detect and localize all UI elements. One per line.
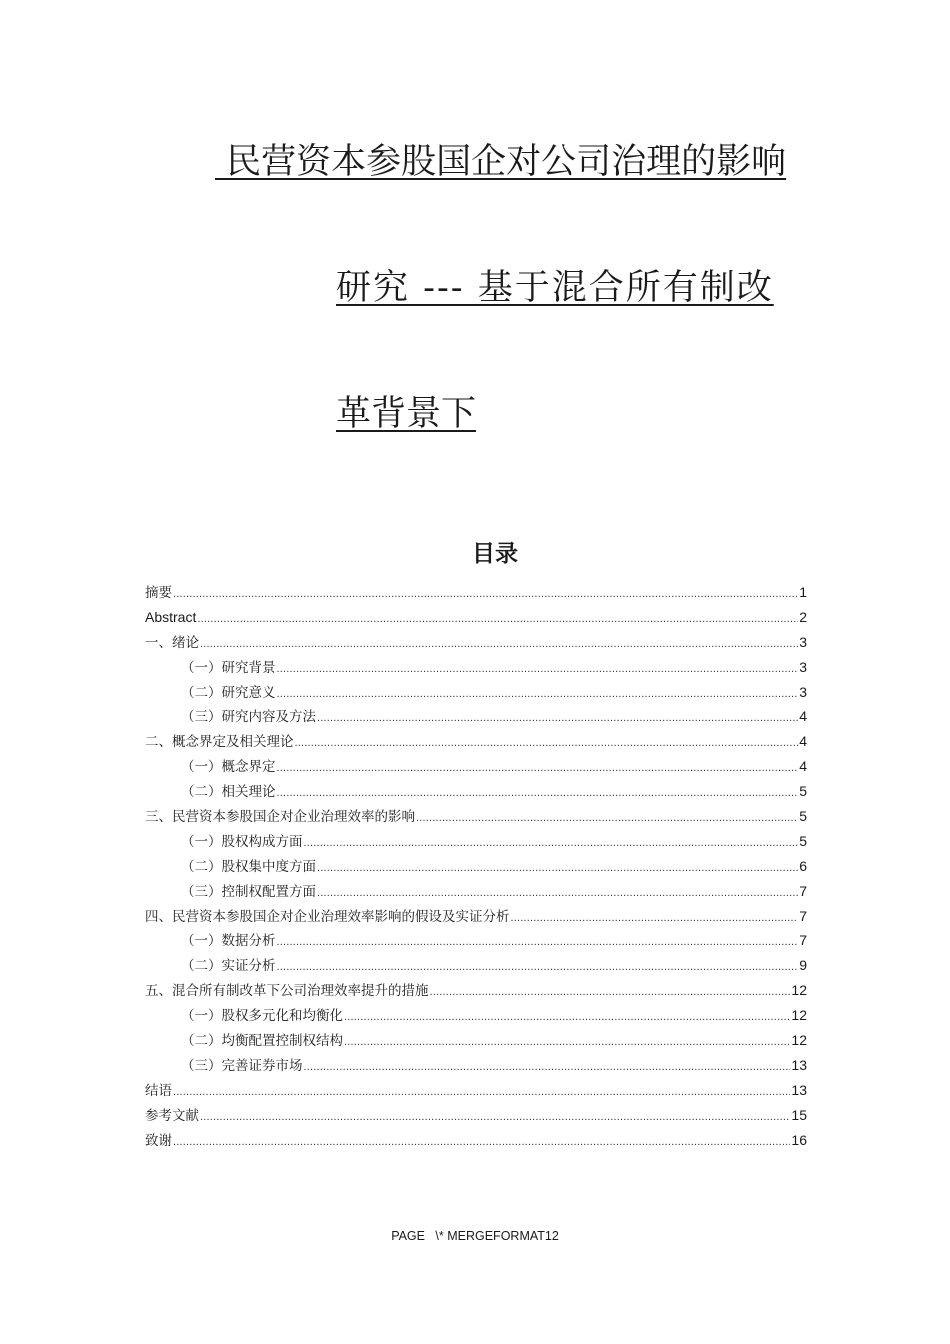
toc-entry-page: 13 [791,1056,807,1073]
toc-leader-dots [173,1080,790,1105]
toc-entry-page: 1 [799,584,807,600]
toc-leader-dots [304,1055,791,1080]
toc-leader-dots [277,930,799,955]
toc-heading: 目录 [472,541,518,567]
toc-entry-label: Abstract [145,608,197,625]
toc-entry-label: （二）实证分析 [181,958,276,975]
toc-leader-dots [200,1105,790,1130]
toc-entry[interactable] [145,630,807,655]
title-line-2: 研究 --- 基于混合所有制改 [336,268,774,308]
toc-entry-label: （三）研究内容及方法 [181,709,316,726]
toc-leader-dots [511,906,799,931]
toc-entry[interactable] [145,1028,807,1053]
toc-leader-dots [277,756,799,781]
toc-leader-dots [173,1130,790,1155]
toc-entry-page: 9 [799,957,807,974]
table-of-contents [145,580,807,1152]
toc-entry-label: （一）股权多元化和均衡化 [181,1008,343,1025]
toc-entry-label: 三、民营资本参股国企对企业治理效率的影响 [145,809,415,826]
toc-leader-dots [277,955,799,980]
toc-entry-label: 结语 [145,1082,172,1099]
toc-entry[interactable] [145,1003,807,1028]
toc-entry[interactable] [145,1078,807,1103]
toc-entry-page: 16 [791,1131,807,1148]
toc-entry-page: 3 [799,633,807,650]
title-line-3: 革背景下 [336,394,477,434]
toc-entry-page: 13 [791,1081,807,1098]
toc-entry[interactable] [145,829,807,854]
toc-entry-label: （三）完善证券市场 [181,1057,303,1074]
toc-leader-dots [277,682,799,707]
toc-entry[interactable] [145,904,807,929]
toc-entry[interactable] [145,655,807,680]
toc-entry-label: （一）概念界定 [181,759,276,776]
toc-entry-page: 7 [799,882,807,899]
toc-entry-page: 3 [799,683,807,700]
toc-entry[interactable] [145,680,807,705]
toc-entry[interactable] [145,1128,807,1153]
toc-entry[interactable] [145,704,807,729]
toc-leader-dots [344,1005,790,1030]
toc-entry-page: 3 [799,658,807,675]
toc-entry[interactable] [145,779,807,804]
toc-entry-label: 一、绪论 [145,634,199,651]
toc-leader-dots [173,582,798,607]
toc-entry-label: （一）研究背景 [181,659,276,676]
toc-entry-label: （二）均衡配置控制权结构 [181,1033,343,1050]
toc-entry-label: （二）研究意义 [181,684,276,701]
toc-entry[interactable] [145,953,807,978]
toc-leader-dots [277,657,799,682]
toc-entry-label: 四、民营资本参股国企对企业治理效率影响的假设及实证分析 [145,908,510,925]
toc-entry[interactable] [145,729,807,754]
toc-entry-page: 12 [791,982,807,999]
toc-leader-dots [317,881,798,906]
toc-entry-page: 12 [791,1007,807,1024]
toc-leader-dots [430,980,791,1005]
toc-entry-page: 6 [799,857,807,874]
toc-leader-dots [277,781,799,806]
toc-entry-page: 5 [799,832,807,849]
toc-entry-page: 5 [799,783,807,800]
toc-entry[interactable] [145,580,807,605]
toc-entry[interactable] [145,928,807,953]
toc-leader-dots [317,706,798,731]
toc-leader-dots [317,856,798,881]
toc-entry-label: 五、混合所有制改革下公司治理效率提升的措施 [145,983,429,1000]
page-footer-field-code: PAGE \* MERGEFORMAT12 [391,1229,559,1243]
toc-entry-label: 二、概念界定及相关理论 [145,734,294,751]
toc-entry[interactable] [145,754,807,779]
toc-leader-dots [197,607,798,632]
toc-entry-page: 4 [799,733,807,750]
toc-entry[interactable] [145,605,807,630]
toc-entry-page: 5 [799,808,807,825]
toc-entry-page: 7 [799,932,807,949]
toc-entry-label: 致谢 [145,1132,172,1149]
toc-entry-page: 2 [799,608,807,625]
toc-entry-page: 7 [799,907,807,924]
toc-leader-dots [416,806,798,831]
toc-entry-page: 15 [791,1106,807,1123]
toc-leader-dots [344,1030,790,1055]
toc-entry-label: （三）控制权配置方面 [181,883,316,900]
toc-entry[interactable] [145,1053,807,1078]
toc-leader-dots [304,831,799,856]
toc-leader-dots [295,731,799,756]
toc-entry-page: 4 [799,758,807,775]
toc-entry-label: 参考文献 [145,1107,199,1124]
toc-entry[interactable] [145,1103,807,1128]
title-line-1: 民营资本参股国企对公司治理的影响 [215,142,787,182]
toc-entry-page: 12 [791,1032,807,1049]
toc-leader-dots [200,632,798,657]
toc-entry-label: （一）数据分析 [181,933,276,950]
toc-entry-label: 摘要 [145,585,172,601]
toc-entry-label: （二）相关理论 [181,784,276,801]
toc-entry[interactable] [145,978,807,1003]
toc-entry[interactable] [145,879,807,904]
toc-entry[interactable] [145,804,807,829]
toc-entry-label: （二）股权集中度方面 [181,858,316,875]
toc-entry-label: （一）股权构成方面 [181,833,303,850]
toc-entry[interactable] [145,854,807,879]
toc-entry-page: 4 [799,708,807,725]
